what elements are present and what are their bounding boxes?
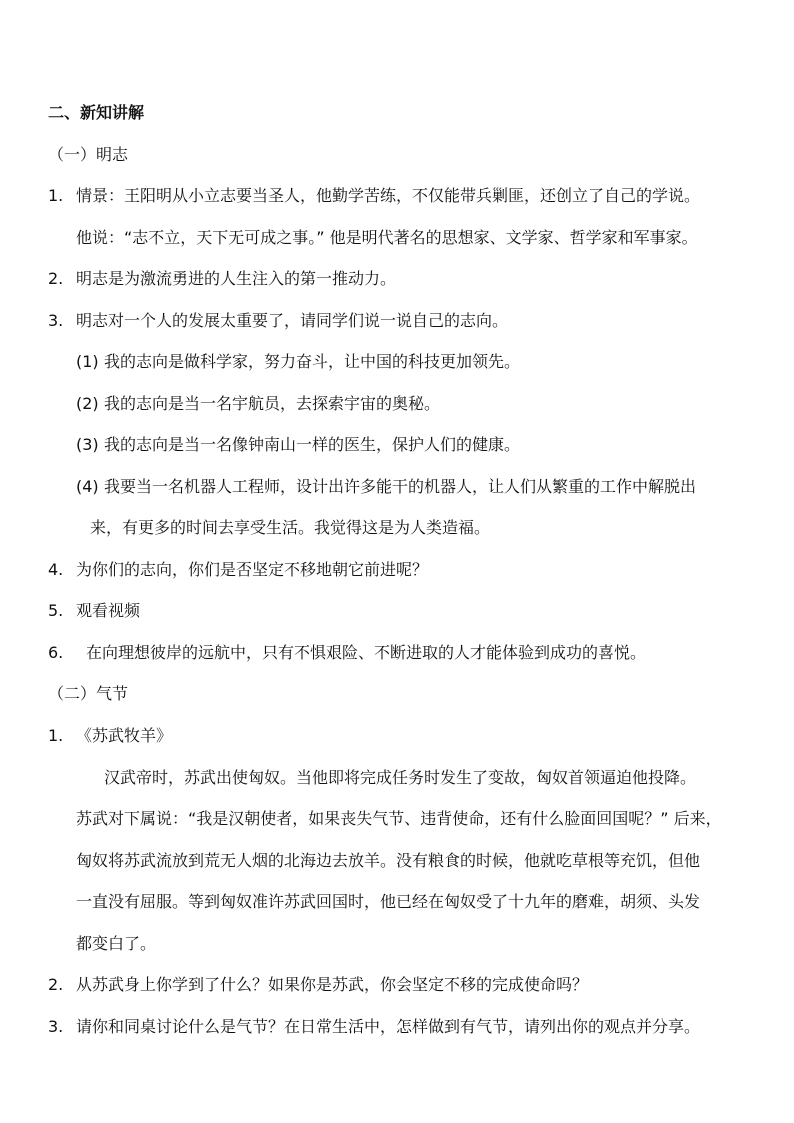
item-text-cont: 他说：“志不立，天下无可成之事。” 他是明代著名的思想家、文学家、哲学家和军事家。 — [76, 228, 698, 247]
item-number: 6. — [48, 643, 64, 662]
sub-item-text-cont: 来，有更多的时间去享受生活。我觉得这是为人类造福。 — [90, 518, 491, 537]
section-title: 二、新知讲解 — [48, 103, 145, 122]
item-text: 为你们的志向，你们是否坚定不移地朝它前进呢？ — [76, 560, 429, 579]
story-text: 都变白了。 — [76, 934, 157, 953]
item-number: 3. — [48, 1017, 64, 1036]
item-text: 在向理想彼岸的远航中，只有不惧艰险、不断进取的人才能体验到成功的喜悦。 — [86, 643, 647, 662]
item-text: 明志是为激流勇进的人生注入的第一推动力。 — [76, 269, 397, 288]
sub-item-number: (2) — [76, 394, 99, 413]
item-number: 1. — [48, 726, 64, 745]
item-number: 2. — [48, 269, 64, 288]
item-text: 观看视频 — [76, 601, 141, 620]
item-number: 3. — [48, 311, 64, 330]
sub-item-text: 我的志向是当一名像钟南山一样的医生，保护人们的健康。 — [104, 435, 521, 454]
sub-item-number: (1) — [76, 352, 99, 371]
sub-item-number: (4) — [76, 477, 99, 496]
item-text: 从苏武身上你学到了什么？如果你是苏武，你会坚定不移的完成使命吗？ — [76, 975, 589, 994]
sub-item-text: 我的志向是做科学家，努力奋斗，让中国的科技更加领先。 — [104, 352, 521, 371]
sub-item-text: 我的志向是当一名宇航员，去探索宇宙的奥秘。 — [104, 394, 441, 413]
sub-item-text: 我要当一名机器人工程师，设计出许多能干的机器人，让人们从繁重的工作中解脱出 — [104, 477, 697, 496]
story-title: 《苏武牧羊》 — [76, 726, 173, 745]
item-text: 明志对一个人的发展太重要了，请同学们说一说自己的志向。 — [76, 311, 509, 330]
item-text: 情景：王阳明从小立志要当圣人，他勤学苦练，不仅能带兵剿匪，还创立了自己的学说。 — [76, 186, 701, 205]
part2-heading: （二）气节 — [48, 684, 129, 703]
sub-item-number: (3) — [76, 435, 99, 454]
story-text: 苏武对下属说：“我是汉朝使者，如果丧失气节、违背使命，还有什么脸面回国呢？” 后来， — [76, 809, 722, 828]
story-text: 一直没有屈服。等到匈奴准许苏武回国时，他已经在匈奴受了十九年的磨难，胡须、头发 — [76, 892, 701, 911]
story-text: 匈奴将苏武流放到荒无人烟的北海边去放羊。没有粮食的时候，他就吃草根等充饥，但他 — [76, 851, 701, 870]
item-number: 5. — [48, 601, 64, 620]
item-number: 4. — [48, 560, 64, 579]
story-text: 汉武帝时，苏武出使匈奴。当他即将完成任务时发生了变故，匈奴首领逼迫他投降。 — [104, 768, 697, 787]
part1-heading: （一）明志 — [48, 145, 129, 164]
item-number: 1. — [48, 186, 64, 205]
item-text: 请你和同桌讨论什么是气节？在日常生活中，怎样做到有气节，请列出你的观点并分享。 — [76, 1017, 701, 1036]
item-number: 2. — [48, 975, 64, 994]
